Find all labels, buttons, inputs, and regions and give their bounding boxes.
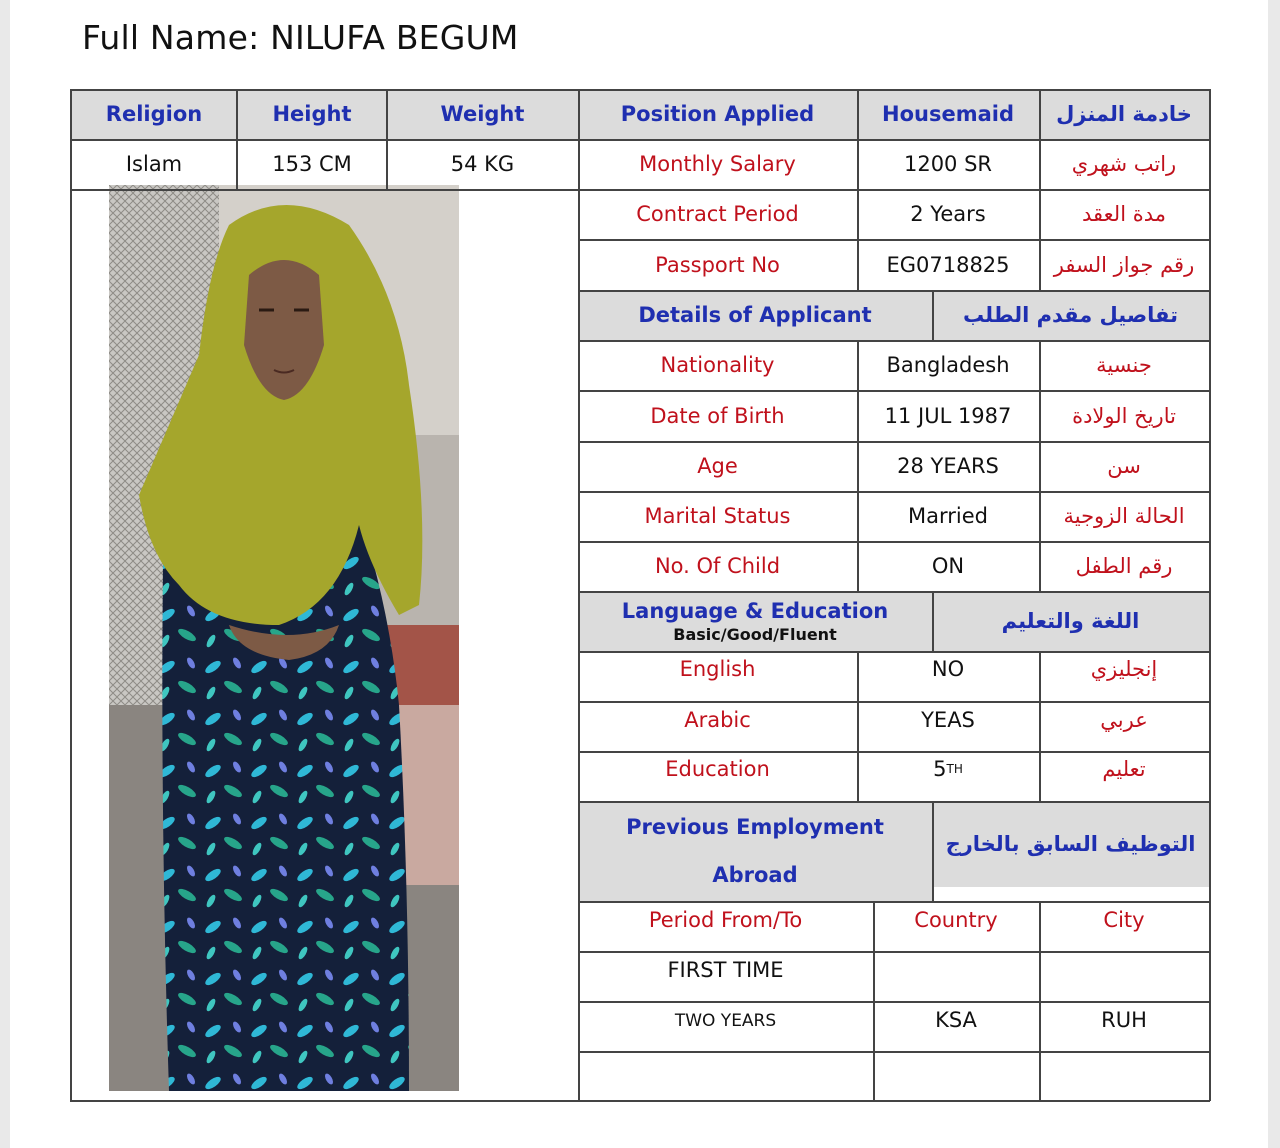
language-level-subtitle: Basic/Good/Fluent xyxy=(673,624,837,644)
grid-line xyxy=(578,701,1210,703)
previous-employment-line1: Previous Employment xyxy=(626,815,884,839)
arabic-arabic: عربي xyxy=(1100,708,1148,732)
grid-line xyxy=(857,89,859,290)
previous-employment-line2: Abroad xyxy=(712,863,798,887)
marital-status-label: Marital Status xyxy=(644,504,791,528)
previous-employment-arabic: التوظيف السابق بالخارج xyxy=(932,801,1209,887)
employment-row-3-period xyxy=(578,1051,873,1101)
previous-employment-header xyxy=(578,801,932,901)
employment-row-2-period: TWO YEARS xyxy=(674,1011,777,1031)
employment-row-1-city xyxy=(1039,951,1209,989)
grid-line xyxy=(578,239,1210,241)
monthly-salary-arabic: راتب شهري xyxy=(1071,152,1177,176)
employment-row-3-city xyxy=(1039,1051,1209,1101)
country-column-header: Country xyxy=(914,908,998,932)
grid-line xyxy=(578,491,1210,493)
employment-row-1-period: FIRST TIME xyxy=(667,958,784,982)
no-of-child-arabic: رقم الطفل xyxy=(1075,554,1173,578)
grid-line xyxy=(873,901,875,1101)
nationality-label: Nationality xyxy=(660,353,775,377)
contract-period-arabic: مدة العقد xyxy=(1082,202,1166,226)
position-value: Housemaid xyxy=(857,89,1039,139)
date-of-birth-value: 11 JUL 1987 xyxy=(884,403,1012,428)
period-column-header: Period From/To xyxy=(648,908,803,932)
monthly-salary-value: 1200 SR xyxy=(903,152,993,176)
position-applied-header: Position Applied xyxy=(578,89,857,139)
arabic-label: Arabic xyxy=(684,708,751,732)
passport-no-value: EG0718825 xyxy=(886,252,1010,277)
contract-period-label: Contract Period xyxy=(636,202,799,226)
age-label: Age xyxy=(697,454,738,478)
employment-row-3-country xyxy=(873,1051,1039,1101)
passport-no-arabic: رقم جواز السفر xyxy=(1053,252,1195,277)
monthly-salary-label: Monthly Salary xyxy=(639,152,796,176)
grid-line xyxy=(578,801,1210,803)
grid-line xyxy=(578,89,580,1101)
education-arabic: تعليم xyxy=(1102,757,1146,781)
grid-line xyxy=(932,591,934,651)
grid-line xyxy=(1039,651,1041,801)
weight-header: Weight xyxy=(387,89,578,139)
date-of-birth-label: Date of Birth xyxy=(650,403,785,428)
grid-line xyxy=(70,89,72,1101)
details-header: Details of Applicant xyxy=(578,290,932,340)
education-value-suffix: TH xyxy=(946,762,963,776)
grid-line xyxy=(578,390,1210,392)
grid-line xyxy=(386,89,388,189)
weight-value: 54 KG xyxy=(450,152,515,176)
language-education-arabic: اللغة والتعليم xyxy=(932,591,1209,651)
contract-period-value: 2 Years xyxy=(910,202,986,226)
grid-line xyxy=(578,541,1210,543)
details-header-arabic: تفاصيل مقدم الطلب xyxy=(932,290,1209,340)
grid-line xyxy=(236,89,238,189)
marital-status-arabic: الحالة الزوجية xyxy=(1063,504,1185,528)
marital-status-value: Married xyxy=(908,504,988,528)
no-of-child-label: No. Of Child xyxy=(654,554,781,578)
grid-line xyxy=(1039,340,1041,591)
grid-line xyxy=(857,651,859,801)
full-name-title: Full Name: NILUFA BEGUM xyxy=(82,18,519,57)
english-label: English xyxy=(679,657,756,681)
grid-line xyxy=(578,441,1210,443)
grid-line xyxy=(578,1051,1210,1053)
position-arabic: خادمة المنزل xyxy=(1039,89,1209,139)
passport-no-label: Passport No xyxy=(655,252,780,277)
grid-line xyxy=(1039,89,1041,290)
applicant-photo xyxy=(109,185,459,1091)
employment-row-2-city: RUH xyxy=(1101,1008,1147,1032)
nationality-arabic: جنسية xyxy=(1096,353,1152,377)
date-of-birth-arabic: تاريخ الولادة xyxy=(1072,403,1176,428)
nationality-value: Bangladesh xyxy=(886,353,1010,377)
grid-line xyxy=(578,751,1210,753)
applicant-photo-graphic xyxy=(109,185,459,1091)
employment-row-2-country: KSA xyxy=(935,1008,977,1032)
height-value: 153 CM xyxy=(272,152,352,176)
arabic-value: YEAS xyxy=(921,708,975,732)
grid-line xyxy=(932,290,934,340)
age-value: 28 YEARS xyxy=(897,454,999,478)
employment-row-1-country xyxy=(873,951,1039,989)
religion-header: Religion xyxy=(71,89,237,139)
education-label: Education xyxy=(665,757,770,781)
language-education-title: Language & Education xyxy=(621,598,889,623)
education-value xyxy=(857,751,1039,787)
education-value-number: 5 xyxy=(933,757,947,781)
city-column-header: City xyxy=(1103,908,1145,932)
age-arabic: سن xyxy=(1107,454,1141,478)
no-of-child-value: ON xyxy=(931,554,965,578)
grid-line xyxy=(1209,89,1211,1101)
height-header: Height xyxy=(237,89,387,139)
grid-line xyxy=(578,1001,1210,1003)
english-value: NO xyxy=(931,657,965,681)
grid-line xyxy=(932,801,934,901)
religion-value: Islam xyxy=(125,152,183,176)
grid-line xyxy=(1039,901,1041,1101)
english-arabic: إنجليزي xyxy=(1090,657,1158,681)
grid-line xyxy=(578,290,1210,292)
language-education-header xyxy=(578,591,932,651)
grid-line xyxy=(578,591,1210,593)
grid-line xyxy=(578,951,1210,953)
grid-line xyxy=(578,340,1210,342)
grid-line xyxy=(857,340,859,591)
grid-line xyxy=(578,901,1210,903)
grid-line xyxy=(578,651,1210,653)
